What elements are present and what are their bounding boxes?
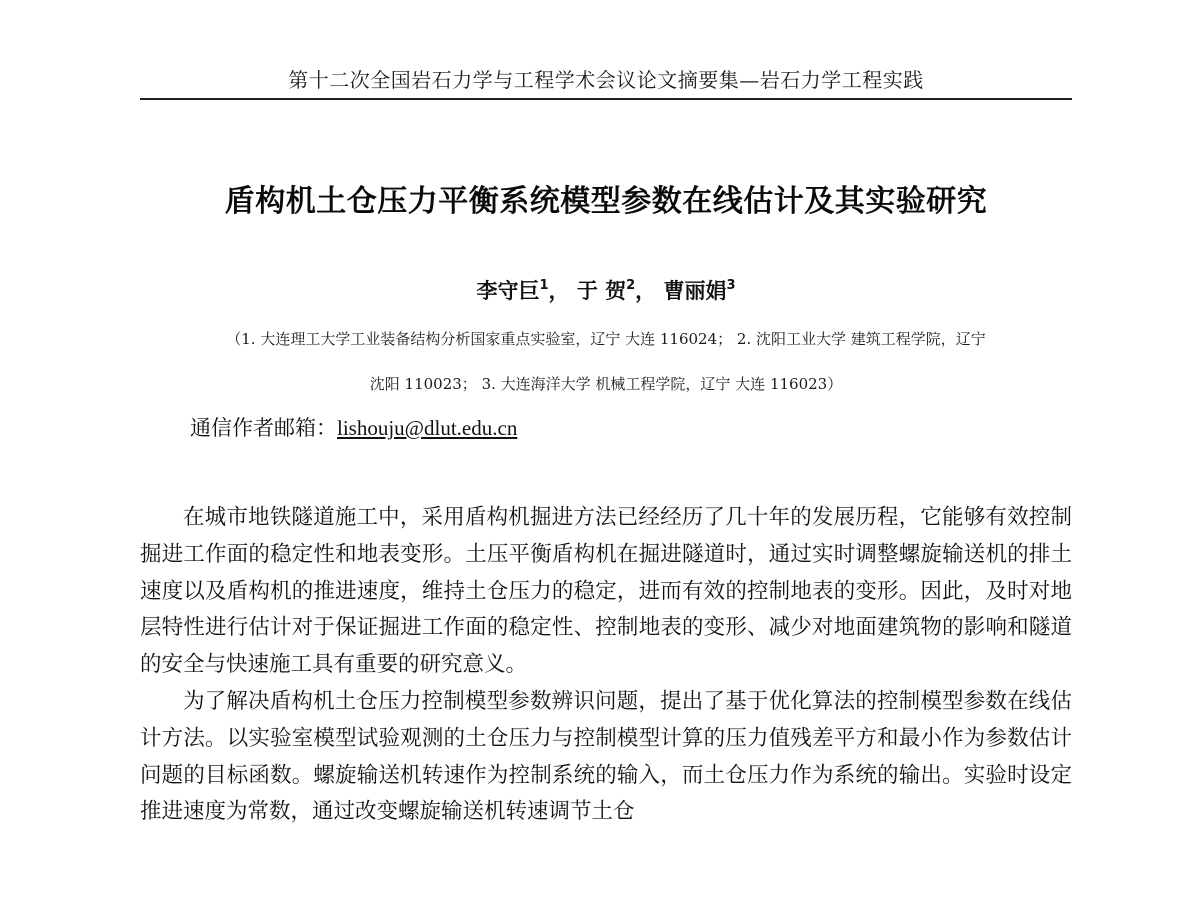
email-label: 通信作者邮箱：: [190, 416, 337, 440]
paper-title: 盾构机土仓压力平衡系统模型参数在线估计及其实验研究: [224, 184, 988, 219]
corresponding-email: [190, 412, 517, 442]
author-affiliation-mark: 2: [626, 278, 636, 293]
author-separator: ，: [548, 279, 570, 303]
header-rule: [140, 98, 1072, 100]
email-link[interactable]: lishouju@dlut.edu.cn: [337, 416, 518, 440]
affiliation-line: （1. 大连理工大学工业装备结构分析国家重点实验室，辽宁 大连 116024； 2. 沈阳工业大学 建筑工程学院，辽宁: [226, 330, 986, 348]
author-name: 曹丽娟: [663, 279, 727, 303]
author-affiliation-mark: 1: [539, 278, 549, 293]
body-paragraph: 在城市地铁隧道施工中，采用盾构机掘进方法已经经历了几十年的发展历程，它能够有效控制掘进工作面的稳定性和地表变形。土压平衡盾构机在掘进隧道时，通过实时调整螺旋输送机的排土速度以及盾构机的推进速度，维持土仓压力的稳定，进而有效的控制地表的变形。因此，及时对地层特性进行估计对于保证掘进工作面的稳定性、控制地表的变形、减少对地面建筑物的影响和隧道的安全与快速施工具有重要的研究意义。: [140, 505, 1072, 678]
running-header: 第十二次全国岩石力学与工程学术会议论文摘要集—岩石力学工程实践: [288, 68, 924, 92]
author-name: 李守巨: [476, 279, 540, 303]
affiliation-line: 沈阳 110023； 3. 大连海洋大学 机械工程学院，辽宁 大连 116023）: [369, 375, 843, 393]
author-separator: ，: [635, 279, 657, 303]
author-list: [140, 275, 1072, 305]
body-paragraph: 为了解决盾构机土仓压力控制模型参数辨识问题，提出了基于优化算法的控制模型参数在线估计方法。以实验室模型试验观测的土仓压力与控制模型计算的压力值残差平方和最小作为参数估计问题的目标函数。螺旋输送机转速作为控制系统的输入，而土仓压力作为系统的输出。实验时设定推进速度为常数，通过改变螺旋输送机转速调节土仓: [140, 688, 1072, 825]
author-affiliation-mark: 3: [726, 278, 736, 293]
author-name: 于 贺: [576, 279, 627, 303]
body-text: [140, 500, 1072, 831]
